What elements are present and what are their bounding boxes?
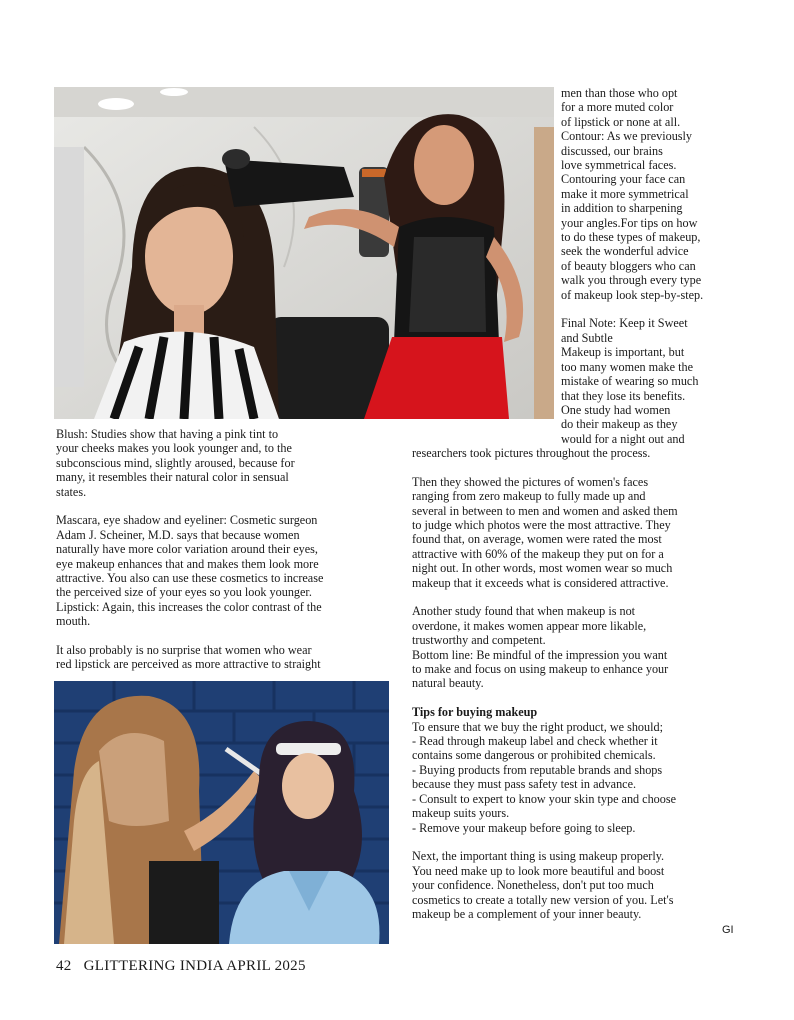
article-paragraph: Mascara, eye shadow and eyeliner: Cosmetic surgeon Adam J. Scheiner, M.D. says that because women naturally have more color variation around their eyes, eye makeup enhances that and makes them look more attractive. You also can use these cosmetics to increase the perceived size of your eyes so you look younger. Lipstick: Again, this increases the color contrast of the mouth. <box>56 513 324 629</box>
page-footer <box>56 958 306 975</box>
article-paragraph: Final Note: Keep it Sweet and Subtle Makeup is important, but too many women make the mistake of wearing so much that they lose its benefits. One study had women do their makeup as they would for a night out and <box>561 316 699 446</box>
right-column-text <box>412 446 742 921</box>
makeup-application-photo <box>54 681 389 944</box>
article-paragraph: Then they showed the pictures of women's faces ranging from zero makeup to fully made up and several in between to men and women and asked them to judge which photos were the most attractive. They found that, on average, women were rated the most attractive with 60% of the makeup they put on for a night out. In other words, most women wear so much makeup that it exceeds what is considered attractive. <box>412 474 678 590</box>
makeup-application-illustration <box>54 681 389 944</box>
salon-hair-styling-photo <box>54 87 554 419</box>
article-paragraph: men than those who opt for a more muted color of lipstick or none at all. Contour: As we previously discussed, our brains love symmetrical faces. Contouring your face can make it more symmetrical in addition to sharpening your angles.For tips on how to do these types of makeup, seek the wonderful advice of beauty bloggers who can walk you through every type of makeup look step-by-step. <box>561 86 704 302</box>
salon-hair-styling-illustration <box>54 87 554 419</box>
page-number: 42 <box>56 958 72 974</box>
right-column-top-text <box>561 86 741 446</box>
left-column-text <box>56 427 386 672</box>
publication-title: GLITTERING INDIA APRIL 2025 <box>83 958 306 974</box>
article-paragraph: Another study found that when makeup is not overdone, it makes women appear more likable, trustworthy and competent. Bottom line: Be mindful of the impression you want to make and focus on using makeup to enhance your natural beauty. <box>412 604 669 691</box>
article-paragraph: It also probably is no surprise that women who wear red lipstick are perceived as more attractive to straight <box>56 643 321 672</box>
closing-paragraph: Next, the important thing is using makeup properly. You need make up to look more beautiful and boost your confidence. Nonetheless, don't put too much cosmetics to create a totally new version of you. Let's makeup be a complement of your inner beauty. <box>412 849 674 921</box>
tips-heading: Tips for buying makeup <box>412 705 538 720</box>
article-paragraph: Blush: Studies show that having a pink tint to your cheeks makes you look younger and, to the subconscious mind, slightly aroused, because for many, it resembles their natural color in sensual states. <box>56 427 295 499</box>
tips-list: To ensure that we buy the right product, we should; - Read through makeup label and check whether it contains some dangerous or prohibited chemicals. - Buying products from reputable brands and shops because they must pass safety test in advance. - Consult to expert to know your skin type and choose makeup suits yours. - Remove your makeup before going to sleep. <box>412 719 677 835</box>
article-paragraph: researchers took pictures throughout the process. <box>412 446 651 460</box>
article-end-mark: GI <box>722 924 734 936</box>
